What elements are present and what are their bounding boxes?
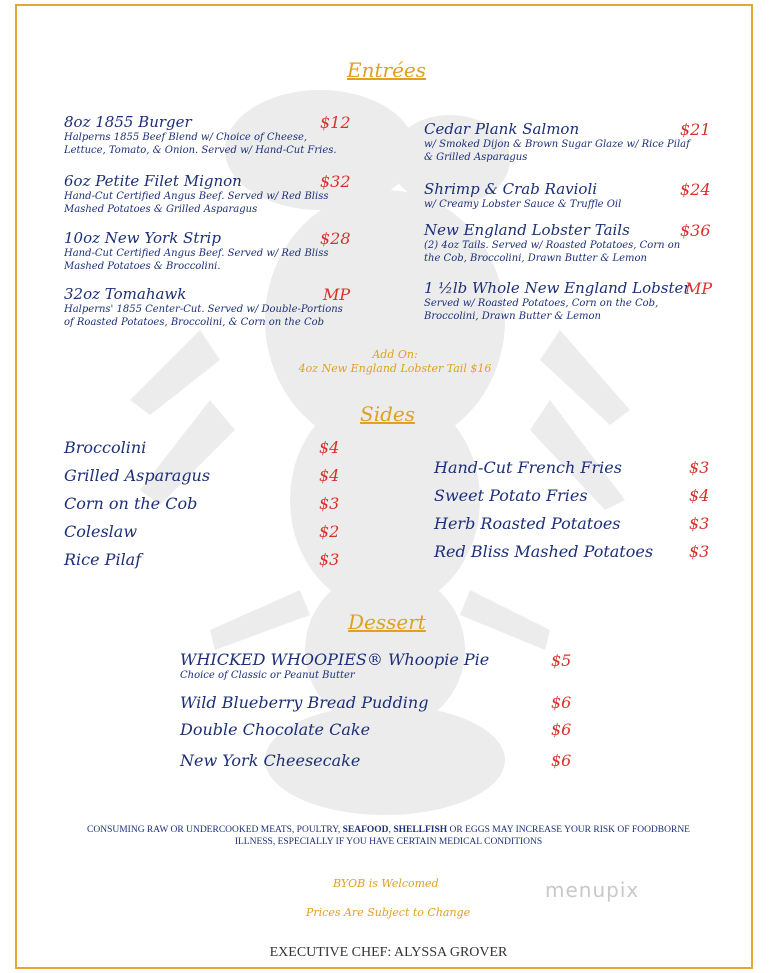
- side-price: $4: [319, 466, 340, 485]
- side-name: Red Bliss Mashed Potatoes: [434, 542, 654, 561]
- side-name: Coleslaw: [64, 522, 138, 541]
- entree-name: 1 ½lb Whole New England Lobster: [424, 279, 691, 297]
- dessert-price: $6: [551, 693, 572, 712]
- side-name: Grilled Asparagus: [64, 466, 211, 485]
- byob-note: BYOB is Welcomed: [333, 877, 439, 890]
- entree-left-0: [64, 113, 337, 157]
- entree-right-2: [424, 221, 680, 265]
- entree-desc: Halperns' 1855 Center-Cut. Served w/ Double-Portions: [64, 304, 343, 315]
- food-safety-disclaimer: [40, 824, 737, 848]
- executive-chef: EXECUTIVE CHEF: ALYSSA GROVER: [269, 945, 508, 960]
- sides-title: Sides: [360, 402, 415, 426]
- dessert-price: $6: [551, 720, 572, 739]
- side-price: $4: [689, 486, 710, 505]
- entree-left-2: [64, 229, 328, 273]
- addon-text: 4oz New England Lobster Tail $16: [298, 362, 492, 375]
- entree-price: $24: [680, 180, 711, 199]
- disclaimer-sep: ,: [388, 825, 394, 835]
- entree-left-1: [64, 172, 328, 216]
- entree-desc: Served w/ Roasted Potatoes, Corn on the Cob,: [424, 298, 659, 309]
- disclaimer-text: CONSUMING RAW OR UNDERCOOKED MEATS, POULTRY,: [87, 825, 343, 835]
- addon-label: Add On:: [372, 348, 418, 361]
- dessert-name: WHICKED WHOOPIES® Whoopie Pie: [180, 650, 490, 669]
- side-name: Broccolini: [64, 438, 147, 457]
- dessert-name: Wild Blueberry Bread Pudding: [180, 693, 429, 712]
- entree-price: $28: [320, 229, 351, 248]
- entree-price: $21: [680, 120, 711, 139]
- entree-name: 6oz Petite Filet Mignon: [64, 172, 242, 190]
- side-price: $3: [319, 494, 340, 513]
- entree-desc: w/ Creamy Lobster Sauce & Truffle Oil: [424, 199, 622, 210]
- entree-price: $36: [680, 221, 711, 240]
- entree-price: MP: [323, 285, 351, 304]
- addon-block: [240, 348, 550, 376]
- entree-left-3: [64, 285, 343, 329]
- entree-desc: Hand-Cut Certified Angus Beef. Served w/ Red Bliss: [64, 248, 329, 259]
- dessert-item-0: [180, 650, 489, 682]
- entrees-title: Entrées: [347, 58, 427, 82]
- entree-name: Cedar Plank Salmon: [424, 120, 580, 138]
- entree-right-1: [424, 180, 621, 211]
- dessert-item-1: [180, 693, 428, 712]
- entree-desc: the Cob, Broccolini, Drawn Butter & Lemon: [424, 253, 647, 264]
- entree-desc: Mashed Potatoes & Broccolini.: [64, 261, 221, 272]
- entree-name: 10oz New York Strip: [64, 229, 221, 247]
- prices-note: Prices Are Subject to Change: [306, 906, 471, 919]
- side-price: $4: [319, 438, 340, 457]
- disclaimer-text: OR EGGS MAY INCREASE YOUR RISK OF FOODBORNE: [447, 825, 690, 835]
- entree-desc: Lettuce, Tomato, & Onion. Served w/ Hand-Cut Fries.: [64, 145, 337, 156]
- entree-name: 32oz Tomahawk: [64, 285, 187, 303]
- entree-desc: w/ Smoked Dijon & Brown Sugar Glaze w/ Rice Pilaf: [424, 139, 690, 150]
- dessert-item-3: [180, 751, 360, 770]
- disclaimer-shellfish: SHELLFISH: [393, 825, 448, 835]
- entree-desc: Mashed Potatoes & Grilled Asparagus: [64, 204, 258, 215]
- entree-desc: Hand-Cut Certified Angus Beef. Served w/ Red Bliss: [64, 191, 329, 202]
- side-price: $2: [319, 522, 340, 541]
- dessert-price: $5: [551, 651, 572, 670]
- disclaimer-seafood: SEAFOOD: [342, 825, 389, 835]
- dessert-name: New York Cheesecake: [180, 751, 361, 770]
- side-price: $3: [319, 550, 340, 569]
- dessert-desc: Choice of Classic or Peanut Butter: [180, 670, 355, 681]
- entree-price: MP: [685, 279, 713, 298]
- entree-name: 8oz 1855 Burger: [64, 113, 192, 131]
- side-name: Hand-Cut French Fries: [434, 458, 622, 477]
- disclaimer-line2: ILLNESS, ESPECIALLY IF YOU HAVE CERTAIN MEDICAL CONDITIONS: [234, 837, 543, 847]
- entree-desc: & Grilled Asparagus: [424, 152, 528, 163]
- side-name: Herb Roasted Potatoes: [434, 514, 621, 533]
- entree-desc: of Roasted Potatoes, Broccolini, & Corn on the Cob: [64, 317, 325, 328]
- entree-desc: (2) 4oz Tails. Served w/ Roasted Potatoes, Corn on: [424, 240, 681, 251]
- side-name: Rice Pilaf: [64, 550, 142, 569]
- side-price: $3: [689, 458, 710, 477]
- dessert-item-2: [180, 720, 370, 739]
- side-price: $3: [689, 542, 710, 561]
- side-price: $3: [689, 514, 710, 533]
- entree-desc: Broccolini, Drawn Butter & Lemon: [424, 311, 601, 322]
- menupix-watermark: menupix: [545, 878, 640, 902]
- entree-price: $12: [320, 113, 351, 132]
- entree-price: $32: [320, 172, 351, 191]
- dessert-name: Double Chocolate Cake: [180, 720, 371, 739]
- entree-right-3: [424, 279, 691, 323]
- entree-name: Shrimp & Crab Ravioli: [424, 180, 598, 198]
- entree-name: New England Lobster Tails: [424, 221, 630, 239]
- side-name: Corn on the Cob: [64, 494, 198, 513]
- side-name: Sweet Potato Fries: [434, 486, 588, 505]
- entree-desc: Halperns 1855 Beef Blend w/ Choice of Cheese,: [64, 132, 308, 143]
- dessert-title: Dessert: [348, 610, 426, 634]
- dessert-price: $6: [551, 751, 572, 770]
- entree-right-0: [424, 120, 690, 164]
